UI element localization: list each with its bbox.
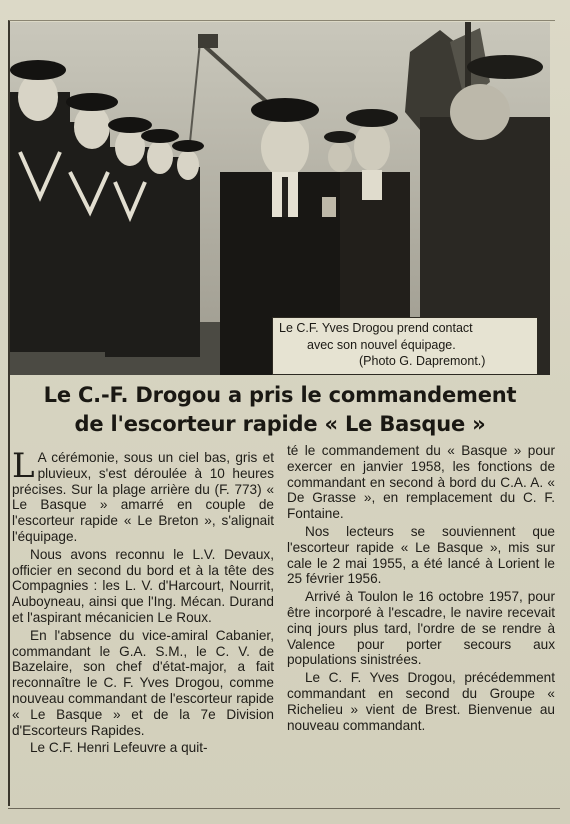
photo-caption [272, 317, 538, 375]
article-headline [10, 381, 550, 439]
left-paragraph-2: Nous avons reconnu le L.V. Devaux, officier en second du bord et à la tête des Compagnies : les L. V. d'Harcourt, Nourrit, Auboyneau, ainsi que l'Ing. Mécan. Durand et l'aspirant mécanicien Le Roux. [12, 546, 274, 625]
right-paragraph-1: té le commandement du « Basque » pour exercer en janvier 1958, les fonctions de commandant en second à bord du C.A. A. « De Grasse », en remplacement du C. F. Fontaine. [287, 443, 555, 522]
drop-cap: L [12, 446, 35, 486]
caption-line-1: Le C.F. Yves Drogou prend contact [279, 321, 473, 335]
ceremony-photo [10, 22, 550, 375]
caption-credit: (Photo G. Dapremont.) [359, 354, 486, 368]
left-paragraph-4: Le C.F. Henri Lefeuvre a quit- [30, 740, 208, 756]
caption-line-2: avec son nouvel équipage. [307, 337, 456, 352]
article-left-column [12, 446, 274, 758]
right-paragraph-4: Le C. F. Yves Drogou, précédemment commandant en second du Groupe « Richelieu » vient de Brest. Bienvenue au nouveau commandant. [287, 670, 555, 733]
right-paragraph-2: Nos lecteurs se souviennent que l'escorteur rapide « Le Basque », mis sur cale le 2 mai 1955, a été lancé à Lorient le 25 février 1956. [287, 523, 555, 587]
headline-line-2: de l'escorteur rapide « Le Basque » [74, 412, 486, 436]
article-right-column [287, 443, 555, 735]
headline-line-1: Le C.-F. Drogou a pris le commandement [43, 383, 517, 407]
bottom-rule [8, 808, 560, 809]
left-paragraph-1 [12, 446, 274, 545]
left-paragraph-3: En l'absence du vice-amiral Cabanier, commandant le G.A. S.M., le C. V. de Bazelaire, son chef d'état-major, a fait reconnaître le C. F. Yves Drogou, comme nouveau commandant de l'escorteur rapide « Le Basque » et de la 7e Division d'Escorteurs Rapides. [12, 627, 274, 738]
right-paragraph-3: Arrivé à Toulon le 16 octobre 1957, pour être incorporé à l'escadre, le navire recevait cinq jours plus tard, l'ordre de se rendre à Valence pour porter secours aux populations sinistrées. [287, 589, 555, 668]
left-paragraph-1-text: A cérémonie, sous un ciel bas, gris et pluvieux, s'est déroulée à 10 heures précises. Sur la plage arrière du (F. 773) « Le Basque » amarré en couple de l'escorteur rapide « Le Breton », s'alignait l'équipage. [12, 450, 274, 544]
